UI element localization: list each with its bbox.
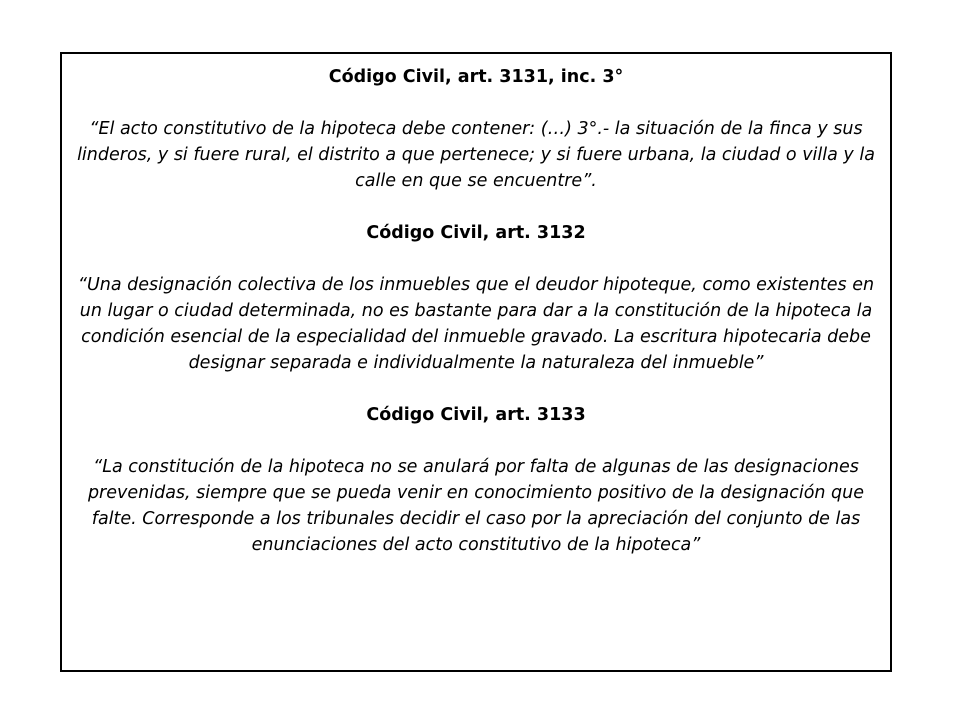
section-heading-art-3131: Código Civil, art. 3131, inc. 3° — [328, 67, 624, 87]
section-quote-art-3133: “La constitución de la hipoteca no se anulará por falta de algunas de las designaciones prevenidas, siempre que se pueda venir en conocimiento positivo de la designación que falte. Corresponde a los tribunales decidir el caso por la apreciación del conjunto de las enunciaciones del acto constitutivo de la hipoteca” — [87, 457, 865, 555]
section-quote-art-3132: “Una designación colectiva de los inmuebles que el deudor hipoteque, como existentes en un lugar o ciudad determinada, no es bastante para dar a la constitución de la hipoteca la condición esencial de la especialidad del inmueble gravado. La escritura hipotecaria debe designar separada e individualmente la naturaleza del inmueble” — [77, 275, 875, 373]
spacer — [68, 246, 884, 272]
document-content — [62, 64, 890, 558]
spacer — [68, 376, 884, 402]
section-heading-art-3132: Código Civil, art. 3132 — [366, 223, 586, 243]
spacer — [68, 90, 884, 116]
spacer — [68, 428, 884, 454]
spacer — [68, 194, 884, 220]
section-quote-art-3131: “El acto constitutivo de la hipoteca debe contener: (…) 3°.- la situación de la finca y sus linderos, y si fuere rural, el distrito a que pertenece; y si fuere urbana, la ciudad o villa y la calle en que se encuentre”. — [77, 119, 875, 191]
section-heading-art-3133: Código Civil, art. 3133 — [366, 405, 586, 425]
document-frame — [60, 52, 892, 672]
